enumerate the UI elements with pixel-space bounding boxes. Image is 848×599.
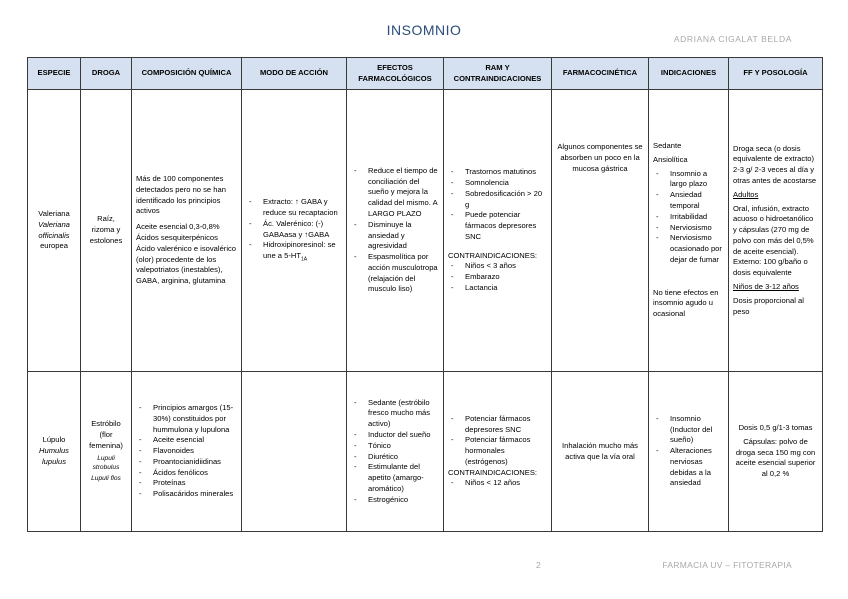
col-header-farmacocinetica: FARMACOCINÉTICA <box>552 58 649 90</box>
cell-posologia <box>729 90 823 372</box>
list-item: - Insomnio (Inductor del sueño) <box>653 414 724 446</box>
list-item: - Ansiedad temporal <box>653 190 724 212</box>
col-header-especie: ESPECIE <box>28 58 81 90</box>
especie-tail: europea <box>40 241 68 251</box>
cell-modo <box>242 90 347 372</box>
list-item: - Proantocianidiidinas <box>136 457 237 468</box>
droga-latin: Lupuli flos <box>91 475 121 483</box>
especie-name: Valeriana <box>38 208 70 218</box>
list-item: - Niños < 3 años <box>448 261 547 272</box>
droga-text: Estróbilo (flor femenina) <box>89 419 123 450</box>
list-item: - Embarazo <box>448 272 547 283</box>
cell-modo <box>242 372 347 532</box>
list-item: - Estrogénico <box>351 495 439 506</box>
list-item: - Somnolencia <box>448 178 547 189</box>
col-header-droga: DROGA <box>81 58 132 90</box>
list-item: - Alteraciones nerviosas debidas a la ansiedad <box>653 446 724 489</box>
list-item: - Disminuye la ansiedad y agresividad <box>351 220 439 252</box>
cell-ram <box>444 90 552 372</box>
list-item: - Principios amargos (15-30%) constituidos por hummulona y lupulona <box>136 403 237 435</box>
cell-farmacocinetica: Inhalación mucho más activa que la vía oral <box>552 372 649 532</box>
list-item: - Extracto: ↑ GABA y reduce su recaptacion <box>246 197 342 219</box>
cell-composicion <box>132 90 242 372</box>
composicion-text: Más de 100 componentes detectados pero no se han identificado los principios activos <box>136 174 226 216</box>
col-header-indicaciones: INDICACIONES <box>649 58 729 90</box>
table-row <box>28 90 823 372</box>
posologia-adultos-label: Adultos <box>733 189 759 199</box>
indicacion-head: Sedante <box>653 141 682 151</box>
list-item: - Espasmolítica por acción musculotropa (relajación del musculo liso) <box>351 252 439 295</box>
cell-indicaciones <box>649 372 729 532</box>
list-item: - Polisacáridos minerales <box>136 489 237 500</box>
author-name: ADRIANA CIGALAT BELDA <box>673 34 792 44</box>
table-header-row <box>28 58 823 90</box>
list-item: - Trastornos matutinos <box>448 167 547 178</box>
cell-farmacocinetica: Algunos componentes se absorben un poco en la mucosa gástrica <box>552 90 649 372</box>
list-item: - Nerviosismo <box>653 223 724 234</box>
contraindicaciones-label: CONTRAINDICACIONES: <box>448 467 538 477</box>
insomnio-table <box>27 57 823 532</box>
list-item: - Potenciar fármacos hormonales (estrógenos) <box>448 435 547 467</box>
indicacion-head: Ansiolítica <box>653 154 688 164</box>
col-header-efectos: EFECTOS FARMACOLÓGICOS <box>347 58 444 90</box>
col-header-posologia: FF Y POSOLOGÍA <box>729 58 823 90</box>
cell-efectos <box>347 90 444 372</box>
cell-composicion <box>132 372 242 532</box>
cell-droga <box>81 372 132 532</box>
list-item: - Inductor del sueño <box>351 430 439 441</box>
list-item: - Niños < 12 años <box>448 478 547 489</box>
list-item: - Ácidos fenólicos <box>136 468 237 479</box>
list-item: - Irritabilidad <box>653 212 724 223</box>
list-item: - Diurético <box>351 452 439 463</box>
table-row <box>28 372 823 532</box>
list-item: - Estimulante del apetito (amargo-aromático) <box>351 462 439 494</box>
posologia-ninos-label: Niños de 3-12 años <box>733 282 799 292</box>
col-header-composicion: COMPOSICIÓN QUÍMICA <box>132 58 242 90</box>
modo-subscript: 1A <box>301 256 308 263</box>
posologia-text: Dosis proporcional al peso <box>733 295 804 316</box>
indicacion-note: No tiene efectos en insomnio agudo u ocasional <box>653 287 719 319</box>
cell-ram <box>444 372 552 532</box>
list-item: - Insomnio a largo plazo <box>653 169 724 191</box>
cell-indicaciones <box>649 90 729 372</box>
especie-name: Lúpulo <box>42 435 66 445</box>
cell-droga: Raíz, rizoma y estolones <box>81 90 132 372</box>
cell-efectos <box>347 372 444 532</box>
posologia-text: Oral, infusión, extracto acuoso o hidroetanólico y cápsulas (270 mg de polvo con más del 0,5% de aceite esencial). Externo: 100 g/baño o dosis equivalente <box>733 203 814 278</box>
list-item: - Proteínas <box>136 478 237 489</box>
posologia-text: Dosis 0,5 g/1-3 tomas <box>738 423 813 433</box>
list-item: - Ác. Valerénico: (-) GABAasa y ↑GABA <box>246 219 342 241</box>
composicion-text: Aceite esencial 0,3-0,8% Ácidos sesquiterpénicos Ácido valerénico e isovalérico (olor) procedente de los valepotriatos (inestables), GABA, arginina, glutamina <box>136 222 237 286</box>
contraindicaciones-label: CONTRAINDICACIONES: <box>448 250 538 260</box>
list-item: - Nerviosismo ocasionado por dejar de fumar <box>653 233 724 265</box>
especie-latin: Humulus lupulus <box>39 446 69 466</box>
page-number: 2 <box>536 560 541 570</box>
list-item <box>246 240 342 263</box>
especie-latin: Valeriana officinalis <box>38 219 70 240</box>
list-item: - Potenciar fármacos depresores SNC <box>448 414 547 436</box>
col-header-ram: RAM Y CONTRAINDICACIONES <box>444 58 552 90</box>
cell-especie <box>28 90 81 372</box>
list-item: - Tónico <box>351 441 439 452</box>
list-item: - Puede potenciar fármacos depresores SNC <box>448 210 547 242</box>
cell-especie <box>28 372 81 532</box>
cell-posologia <box>729 372 823 532</box>
list-item: - Reduce el tiempo de conciliación del sueño y mejora la calidad del mismo. A LARGO PLAZO <box>351 166 439 220</box>
list-item: - Flavonoides <box>136 446 237 457</box>
modo-text: Hidroxipinoresinol: se une a 5-HT <box>263 240 336 261</box>
posologia-text: Cápsulas: polvo de droga seca 150 mg con aceite esencial superior al 0,2 % <box>735 436 816 479</box>
col-header-modo: MODO DE ACCIÓN <box>242 58 347 90</box>
list-item: - Aceite esencial <box>136 435 237 446</box>
list-item: - Sobredosificación > 20 g <box>448 189 547 211</box>
posologia-text: Droga seca (o dosis equivalente de extracto) 2-3 g/ 2-3 veces al día y otras antes de acostarse <box>733 143 817 185</box>
list-item: - Sedante (estróbilo fresco mucho más activo) <box>351 398 439 430</box>
droga-latin: Lupuli strobulus <box>92 454 120 471</box>
document-title: INSOMNIO <box>386 22 462 38</box>
footer-label: FARMACIA UV – FITOTERAPIA <box>662 560 792 570</box>
list-item: - Lactancia <box>448 283 547 294</box>
